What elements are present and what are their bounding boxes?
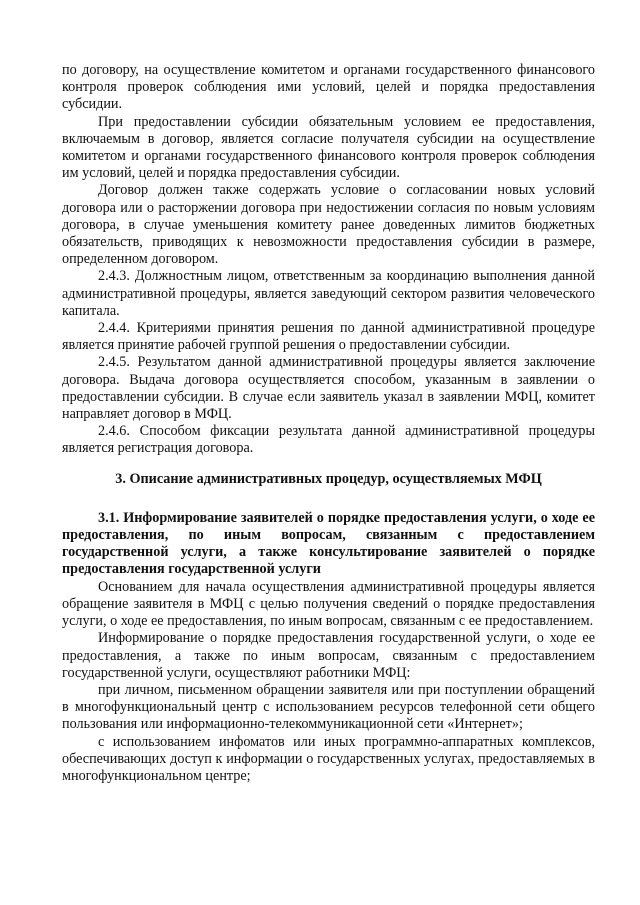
subsection-heading: 3.1. Информирование заявителей о порядке предоставления услуги, о ходе ее предоставления, по иным вопросам, связанным с предоставлением государственной услуги, а также консультирование заявителей о порядке предоставления государственной услуги	[62, 509, 595, 578]
paragraph-2-4-3: 2.4.3. Должностным лицом, ответственным за координацию выполнения данной административной процедуры, является заведующий сектором развития человеческого капитала.	[62, 268, 595, 319]
paragraph-2-4-5: 2.4.5. Результатом данной административной процедуры является заключение договора. Выдача договора осуществляется способом, указанным в заявлении о предоставлении субсидии. В случае если заявитель указал в заявлении МФЦ, комитет направляет договор в МФЦ.	[62, 354, 595, 423]
paragraph-consent-condition: При предоставлении субсидии обязательным условием ее предоставления, включаемым в договор, является согласие получателя субсидии на осуществление комитетом и органами государственного финансового контроля проверок соблюдения им условий, целей и порядка предоставления субсидии.	[62, 113, 595, 182]
paragraph-contract-conditions: Договор должен также содержать условие о согласовании новых условий договора или о расторжении договора при недостижении согласия по новым условиям договора, в случае уменьшения комитету ранее доведенных лимитов бюджетных обязательств, приводящих к невозможности предоставления субсидии в размере, определенном договором.	[62, 182, 595, 268]
document-page	[62, 62, 595, 785]
paragraph-2-4-6: 2.4.6. Способом фиксации результата данной административной процедуры является регистрация договора.	[62, 423, 595, 457]
paragraph-personal-request: при личном, письменном обращении заявителя или при поступлении обращений в многофункциональный центр с использованием ресурсов телефонной сети общего пользования или информационно-телекоммуникационной сети «Интернет»;	[62, 681, 595, 733]
paragraph-basis: Основанием для начала осуществления административной процедуры является обращение заявителя в МФЦ с целью получения сведений о порядке предоставления услуги, о ходе ее предоставления, по иным вопросам, связанным с ее предоставлением.	[62, 578, 595, 630]
paragraph-informing: Информирование о порядке предоставления государственной услуги, о ходе ее предоставления, а также по иным вопросам, связанным с предоставлением государственной услуги, осуществляют работники МФЦ:	[62, 630, 595, 681]
paragraph-continuation: по договору, на осуществление комитетом и органами государственного финансового контроля проверок соблюдения ими условий, целей и порядка предоставления субсидии.	[62, 62, 595, 113]
paragraph-infomats: с использованием инфоматов или иных программно-аппаратных комплексов, обеспечивающих доступ к информации о государственных услугах, предоставляемых в многофункциональном центре;	[62, 733, 595, 784]
section-heading: 3. Описание административных процедур, осуществляемых МФЦ	[115, 470, 542, 487]
paragraph-2-4-4: 2.4.4. Критериями принятия решения по данной административной процедуре является принятие рабочей группой решения о предоставлении субсидии.	[62, 320, 595, 354]
